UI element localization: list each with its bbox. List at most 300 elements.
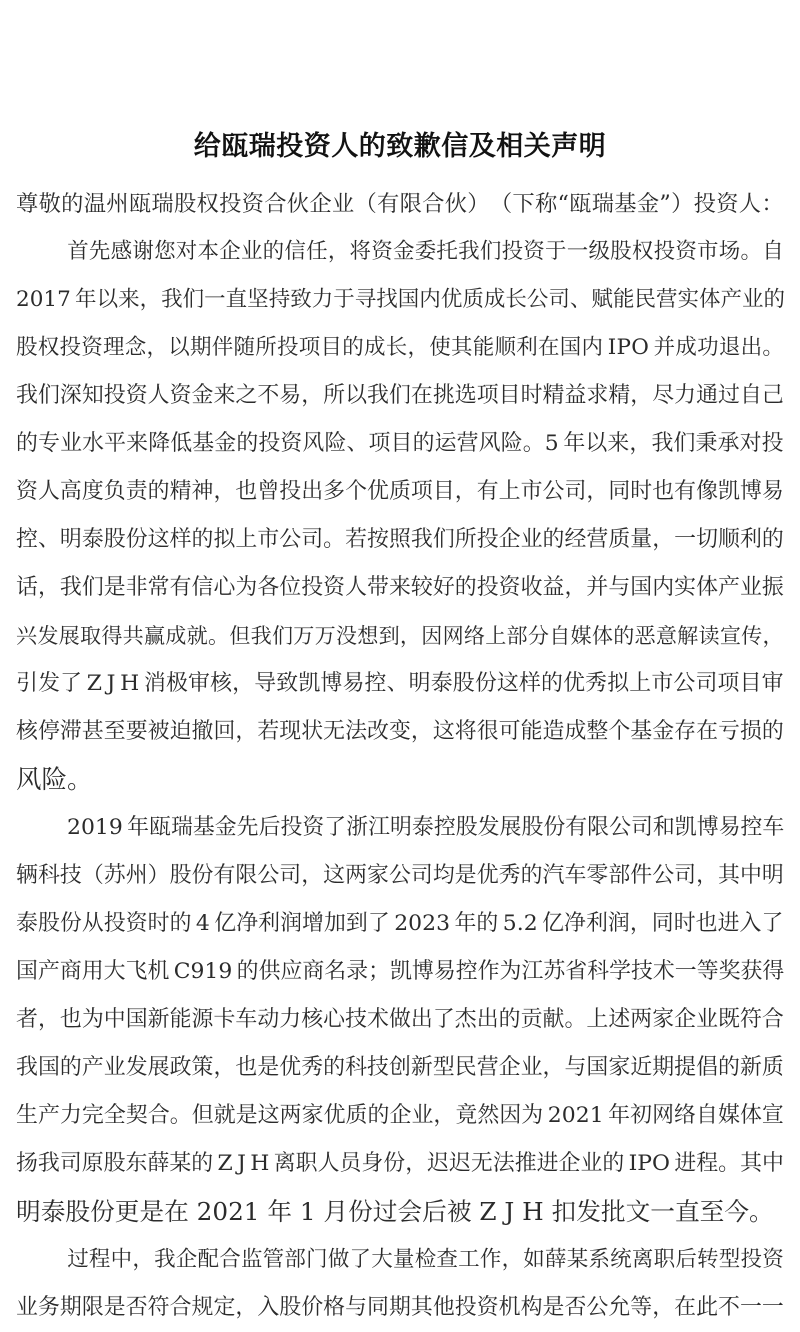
- text-glyph: 定: [213, 1295, 236, 1320]
- text-glyph: 业: [60, 431, 82, 456]
- text-glyph: 负: [103, 479, 126, 504]
- text-glyph: 司: [674, 863, 697, 888]
- text-glyph: 部: [506, 623, 528, 648]
- text-glyph: 9: [218, 959, 233, 984]
- text-glyph: 民: [634, 287, 656, 312]
- text-glyph: 的: [718, 1055, 740, 1080]
- text-glyph: 企: [309, 191, 332, 217]
- text-glyph: 查: [436, 1247, 458, 1272]
- text-glyph: 时: [673, 911, 696, 936]
- text-glyph: 们: [432, 527, 455, 552]
- text-glyph: 消: [143, 671, 166, 696]
- text-glyph: 委: [414, 239, 437, 264]
- text-glyph: .: [516, 911, 524, 936]
- text-glyph: 也: [695, 911, 718, 936]
- text-glyph: 合: [264, 191, 287, 217]
- text-glyph: 核: [301, 1007, 324, 1032]
- text-glyph: 转: [697, 1247, 719, 1272]
- text-glyph: 精: [608, 383, 631, 408]
- text-glyph: 司: [630, 815, 653, 840]
- text-glyph: 网: [442, 623, 464, 648]
- text-glyph: 公: [526, 287, 549, 312]
- text-glyph: 术: [367, 1007, 389, 1032]
- text-glyph: 和: [652, 815, 675, 840]
- text-glyph: 知: [81, 383, 104, 408]
- text-glyph: 无: [323, 719, 346, 744]
- text-glyph: ，: [762, 623, 784, 648]
- text-glyph: 了: [761, 911, 784, 936]
- text-glyph: 公: [388, 863, 411, 888]
- text-glyph: 为: [499, 959, 522, 984]
- text-glyph: 业: [331, 191, 355, 217]
- text-glyph: 理: [103, 335, 125, 360]
- text-glyph: ）: [467, 191, 490, 217]
- text-glyph: 司: [695, 671, 718, 696]
- text-glyph: 按: [367, 527, 389, 552]
- text-glyph: 金: [191, 383, 214, 408]
- text-glyph: 这: [432, 719, 455, 744]
- text-glyph: 4: [195, 911, 210, 936]
- text-glyph: 件: [630, 863, 653, 888]
- text-glyph: 民: [454, 1055, 477, 1080]
- text-glyph: 作: [479, 1247, 502, 1272]
- text-glyph: 停: [37, 719, 60, 744]
- text-glyph: 监: [240, 1247, 263, 1272]
- text-glyph: 公: [586, 1295, 609, 1320]
- text-glyph: 凯: [674, 815, 697, 840]
- text-glyph: 您: [154, 239, 176, 264]
- text-glyph: 投: [653, 239, 676, 264]
- text-glyph: ，: [501, 1247, 524, 1272]
- text-glyph: 造: [542, 719, 565, 744]
- text-glyph: 时: [147, 911, 170, 936]
- text-glyph: 成: [483, 287, 506, 312]
- text-glyph: 尽: [652, 383, 675, 408]
- text-glyph: 浙: [346, 815, 369, 840]
- text-glyph: 基: [192, 431, 215, 456]
- text-glyph: 股: [169, 863, 192, 888]
- text-glyph: 资: [762, 1247, 784, 1272]
- text-glyph: 公: [279, 527, 302, 552]
- text-glyph: 实: [674, 575, 697, 600]
- text-glyph: 商: [59, 959, 82, 984]
- text-glyph: 博: [320, 671, 343, 696]
- text-glyph: 2: [16, 287, 30, 312]
- text-glyph: ，: [301, 863, 324, 888]
- text-glyph: 将: [454, 719, 477, 744]
- text-glyph: 出: [410, 1007, 433, 1032]
- text-glyph: 的: [761, 719, 784, 744]
- text-glyph: 0: [561, 1103, 576, 1128]
- text-glyph: 产: [37, 959, 60, 984]
- text-glyph: 有: [169, 575, 192, 600]
- text-glyph: 承: [717, 431, 740, 456]
- text-glyph: 信: [191, 575, 214, 600]
- text-glyph: 以: [96, 287, 119, 312]
- text-glyph: 机: [498, 1295, 521, 1320]
- text-glyph: 中: [761, 1151, 784, 1176]
- text-glyph: 做: [327, 1247, 350, 1272]
- text-glyph: 甚: [81, 719, 104, 744]
- text-glyph: 我: [367, 383, 389, 408]
- text-glyph: 。: [522, 431, 545, 456]
- text-glyph: 成: [165, 623, 187, 648]
- text-glyph: ，: [652, 527, 675, 552]
- text-glyph: 车: [235, 1007, 258, 1032]
- text-glyph: 托: [436, 239, 458, 264]
- text-glyph: 场: [718, 239, 741, 264]
- text-glyph: 期: [652, 1055, 675, 1080]
- text-glyph: 话: [16, 575, 38, 600]
- text-glyph: 3: [436, 911, 451, 936]
- text-glyph: 来: [388, 575, 411, 600]
- text-glyph: 产: [81, 1055, 104, 1080]
- text-glyph: 职: [653, 1247, 676, 1272]
- text-line: [16, 1188, 784, 1236]
- text-glyph: 并: [586, 575, 609, 600]
- text-glyph: 2: [394, 911, 409, 936]
- text-glyph: 资: [302, 815, 325, 840]
- text-line: [16, 468, 784, 516]
- text-glyph: 的: [476, 911, 499, 936]
- text-glyph: 是: [103, 575, 126, 600]
- text-glyph: C: [173, 959, 191, 984]
- text-glyph: 1: [43, 287, 58, 312]
- text-glyph: 的: [613, 623, 635, 648]
- text-glyph: ”: [659, 191, 671, 217]
- text-glyph: 某: [566, 1247, 589, 1272]
- text-glyph: 络: [674, 1103, 696, 1128]
- text-glyph: 应: [280, 959, 303, 984]
- text-glyph: 宣: [761, 1103, 784, 1128]
- text-glyph: 们: [81, 575, 104, 600]
- text-glyph: 符: [739, 1007, 762, 1032]
- text-glyph: 国: [559, 335, 582, 360]
- text-glyph: 。: [740, 239, 762, 264]
- text-glyph: 业: [580, 1151, 603, 1176]
- text-glyph: 科: [587, 959, 610, 984]
- text-line: [16, 1140, 784, 1188]
- text-glyph: 一: [674, 959, 697, 984]
- text-glyph: 温: [83, 191, 106, 217]
- text-glyph: ，: [146, 335, 169, 360]
- text-glyph: 市: [651, 671, 674, 696]
- text-glyph: 优: [440, 287, 463, 312]
- text-glyph: 份: [383, 1151, 406, 1176]
- text-glyph: 易: [342, 671, 365, 696]
- text-glyph: 秀: [585, 671, 608, 696]
- text-glyph: Z: [86, 671, 102, 696]
- text-glyph: 我: [458, 239, 480, 264]
- text-glyph: 伴: [211, 335, 234, 360]
- text-glyph: 质: [388, 479, 411, 504]
- text-glyph: 倡: [696, 1055, 718, 1080]
- text-glyph: 企: [498, 1055, 521, 1080]
- text-glyph: 允: [608, 1295, 631, 1320]
- text-glyph: 益: [564, 383, 587, 408]
- text-glyph: 于: [545, 239, 567, 264]
- text-glyph: 明: [408, 671, 431, 696]
- text-glyph: 瑞: [591, 191, 615, 217]
- text-glyph: 自: [739, 383, 762, 408]
- text-glyph: 型: [718, 1247, 741, 1272]
- text-glyph: 为: [235, 575, 258, 600]
- text-glyph: 照: [388, 527, 411, 552]
- text-glyph: 做: [388, 1007, 411, 1032]
- text-glyph: 求: [586, 383, 609, 408]
- text-glyph: 职: [295, 1151, 318, 1176]
- text-glyph: 家: [608, 1055, 631, 1080]
- text-glyph: 从: [81, 911, 104, 936]
- text-glyph: ，: [132, 1247, 154, 1272]
- text-glyph: 金: [392, 239, 415, 264]
- text-glyph: 项: [298, 335, 321, 360]
- text-glyph: 供: [258, 959, 281, 984]
- text-glyph: 撤: [191, 719, 214, 744]
- text-glyph: 机: [147, 959, 170, 984]
- text-glyph: 秉: [695, 431, 718, 456]
- text-glyph: 力: [59, 1103, 82, 1128]
- text-glyph: 国: [16, 959, 38, 984]
- text-glyph: 企: [558, 1151, 581, 1176]
- text-glyph: 契: [125, 1103, 148, 1128]
- text-glyph: 业: [103, 1055, 126, 1080]
- text-glyph: 然: [477, 1103, 500, 1128]
- text-glyph: 位: [279, 575, 302, 600]
- text-glyph: 国: [630, 575, 653, 600]
- text-glyph: 至: [103, 719, 126, 744]
- text-glyph: 易: [433, 959, 456, 984]
- text-glyph: 型: [432, 1055, 455, 1080]
- text-glyph: 贡: [520, 1007, 543, 1032]
- text-glyph: 司: [279, 863, 302, 888]
- text-glyph: ，: [327, 239, 350, 264]
- text-glyph: 自: [549, 623, 571, 648]
- text-glyph: 滞: [59, 719, 82, 744]
- text-glyph: 价: [301, 1295, 324, 1320]
- text-glyph: 员: [339, 1151, 362, 1176]
- text-glyph: 项: [368, 431, 391, 456]
- text-glyph: 公: [609, 815, 631, 840]
- text-glyph: 市: [520, 479, 543, 504]
- text-glyph: 飞: [125, 959, 148, 984]
- text-glyph: 无: [470, 1151, 493, 1176]
- text-glyph: 薛: [147, 1151, 170, 1176]
- text-glyph: 合: [219, 1247, 241, 1272]
- text-glyph: 金: [636, 191, 660, 217]
- text-glyph: 拟: [607, 671, 630, 696]
- text-glyph: 引: [16, 671, 38, 696]
- text-glyph: 振: [761, 575, 784, 600]
- text-glyph: 身: [361, 1151, 384, 1176]
- text-glyph: ，: [407, 335, 430, 360]
- text-glyph: 感: [110, 239, 133, 264]
- text-glyph: 司: [548, 287, 570, 312]
- text-glyph: 得: [101, 623, 123, 648]
- text-glyph: 。: [762, 335, 784, 360]
- text-glyph: 心: [323, 1007, 346, 1032]
- text-glyph: 公: [673, 671, 696, 696]
- text-glyph: 退: [718, 335, 741, 360]
- text-glyph: 目: [432, 479, 455, 504]
- text-glyph: 大: [103, 959, 126, 984]
- text-glyph: 是: [542, 1295, 565, 1320]
- text-glyph: 多: [323, 479, 346, 504]
- text-glyph: 也: [235, 479, 258, 504]
- text-glyph: 人: [317, 1151, 340, 1176]
- text-glyph: 的: [323, 1055, 346, 1080]
- text-glyph: 加: [323, 911, 346, 936]
- text-glyph: 系: [588, 1247, 610, 1272]
- text-glyph: 利: [585, 911, 608, 936]
- text-glyph: 存: [674, 719, 697, 744]
- text-glyph: 份: [543, 815, 566, 840]
- text-glyph: 这: [147, 527, 170, 552]
- text-glyph: 中: [739, 863, 762, 888]
- text-glyph: 原: [81, 1151, 104, 1176]
- text-glyph: 量: [630, 527, 653, 552]
- text-glyph: 不: [718, 1295, 740, 1320]
- text-glyph: 1: [204, 959, 219, 984]
- text-glyph: 解: [677, 623, 699, 648]
- text-glyph: 们: [182, 287, 205, 312]
- text-glyph: 精: [542, 383, 565, 408]
- text-glyph: 增: [302, 911, 324, 936]
- text-glyph: 股: [455, 815, 478, 840]
- text-glyph: 的: [236, 959, 259, 984]
- text-glyph: 明: [390, 815, 412, 840]
- text-glyph: 程: [696, 1151, 719, 1176]
- text-line: [16, 1284, 784, 1332]
- text-glyph: 较: [410, 575, 433, 600]
- text-glyph: 展: [499, 815, 522, 840]
- text-glyph: 是: [257, 1055, 280, 1080]
- text-glyph: ，: [405, 1151, 428, 1176]
- text-glyph: 凯: [298, 671, 321, 696]
- text-glyph: 配: [197, 1247, 220, 1272]
- text-glyph: 苏: [543, 959, 566, 984]
- text-glyph: 神: [191, 479, 214, 504]
- text-glyph: 国: [586, 1055, 609, 1080]
- text-line: [16, 804, 784, 852]
- text-glyph: 称: [534, 191, 558, 217]
- text-line: [16, 852, 784, 900]
- text-glyph: 致: [276, 671, 299, 696]
- text-glyph: ，: [433, 1103, 456, 1128]
- text-glyph: 度: [81, 479, 104, 504]
- text-glyph: 先: [236, 815, 259, 840]
- text-glyph: （: [354, 191, 377, 217]
- text-glyph: 利: [739, 527, 762, 552]
- text-glyph: 持: [268, 287, 291, 312]
- text-glyph: 在: [674, 1295, 697, 1320]
- text-glyph: 一: [566, 239, 589, 264]
- text-glyph: 、: [386, 671, 409, 696]
- text-glyph: 7: [57, 287, 71, 312]
- text-glyph: 出: [740, 335, 763, 360]
- text-glyph: 优: [367, 479, 389, 504]
- text-glyph: 公: [542, 479, 565, 504]
- text-glyph: 长: [385, 335, 408, 360]
- text-glyph: 质: [608, 527, 631, 552]
- text-glyph: 投: [454, 1295, 477, 1320]
- text-glyph: 意: [655, 623, 677, 648]
- text-glyph: 一: [761, 1295, 784, 1320]
- text-glyph: 有: [674, 479, 697, 504]
- text-glyph: 金: [652, 719, 675, 744]
- text-line: [16, 756, 784, 804]
- text-glyph: 创: [388, 1055, 411, 1080]
- text-glyph: 年: [75, 287, 97, 312]
- text-glyph: 于: [333, 287, 355, 312]
- text-glyph: 审: [188, 671, 210, 696]
- text-glyph: 投: [103, 383, 126, 408]
- text-glyph: 媒: [570, 623, 592, 648]
- text-glyph: 水: [82, 431, 104, 456]
- text-glyph: 资: [16, 479, 38, 504]
- text-glyph: 1: [94, 815, 109, 840]
- text-glyph: 我: [59, 575, 82, 600]
- text-glyph: 力: [674, 383, 697, 408]
- text-glyph: 录: [346, 959, 369, 984]
- text-glyph: 权: [196, 191, 219, 217]
- text-glyph: 们: [479, 239, 502, 264]
- text-glyph: 发: [37, 623, 59, 648]
- text-line: [16, 1044, 784, 1092]
- text-glyph: 深: [59, 383, 82, 408]
- text-glyph: 使: [429, 335, 451, 360]
- text-glyph: 责: [125, 479, 148, 504]
- text-glyph: 内: [652, 575, 675, 600]
- text-glyph: 功: [697, 335, 719, 360]
- text-glyph: 资: [241, 191, 264, 217]
- text-glyph: 限: [235, 863, 258, 888]
- text-glyph: 检: [414, 1247, 437, 1272]
- text-glyph: 质: [761, 1055, 784, 1080]
- text-glyph: 部: [284, 1247, 306, 1272]
- text-glyph: 符: [147, 1295, 170, 1320]
- text-glyph: 也: [235, 1055, 258, 1080]
- text-glyph: 级: [588, 239, 610, 264]
- text-glyph: 伙: [286, 191, 310, 217]
- text-glyph: 优: [279, 1055, 302, 1080]
- text-glyph: 省: [565, 959, 588, 984]
- text-glyph: 、: [346, 431, 369, 456]
- text-glyph: 可: [498, 719, 521, 744]
- text-glyph: 体: [739, 1103, 762, 1128]
- text-glyph: ，: [410, 719, 433, 744]
- text-glyph: O: [652, 1151, 670, 1176]
- text-glyph: 的: [761, 527, 784, 552]
- text-line: [16, 708, 784, 756]
- text-glyph: 万: [293, 623, 315, 648]
- text-glyph: 时: [630, 479, 653, 504]
- text-glyph: 净: [564, 911, 586, 936]
- text-glyph: 在: [410, 383, 433, 408]
- text-glyph: 博: [739, 479, 762, 504]
- text-glyph: 新: [739, 1055, 762, 1080]
- text-glyph: 离: [631, 1247, 654, 1272]
- text-glyph: 降: [148, 431, 171, 456]
- text-glyph: 投: [476, 575, 499, 600]
- text-glyph: 像: [696, 479, 718, 504]
- text-glyph: 初: [630, 1103, 652, 1128]
- text-glyph: 资: [476, 1295, 499, 1320]
- text-glyph: 的: [236, 431, 259, 456]
- text-glyph: 术: [652, 959, 675, 984]
- text-glyph: 股: [103, 527, 126, 552]
- text-glyph: 回: [213, 719, 236, 744]
